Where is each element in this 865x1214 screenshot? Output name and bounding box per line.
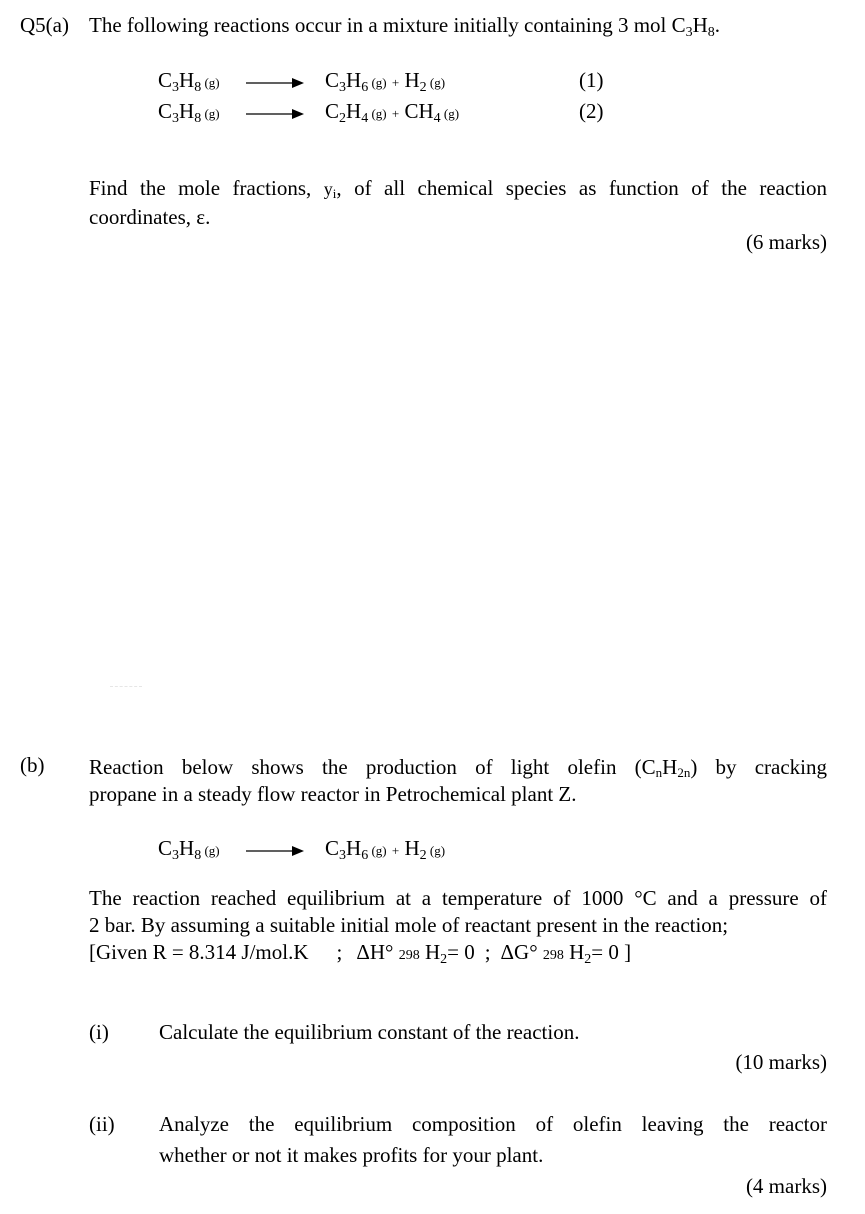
q5b-given: [Given R = 8.314 J/mol.K ; ΔH° 298 $H_2= 0$ ; ΔG° 298 $H_2= 0$ ] [89, 940, 632, 967]
right-arrow-icon [246, 107, 304, 121]
q5a-marks: (6 marks) [745, 230, 827, 254]
reaction-2-products: $C_2H_4$ $(g) + CH_4$ (g) [325, 99, 460, 126]
question-label-q5b: (b) [20, 753, 45, 777]
part-i-label: (i) [89, 1020, 109, 1044]
q5a-intro: The following reactions occur in a mixture initially containing 3 mol $C_3H_8$. [89, 13, 721, 40]
part-ii-text-line1: Analyze the equilibrium composition of olefin leaving the reactor [159, 1112, 827, 1136]
q5b-conditions-line2: 2 bar. By assuming a suitable initial mole of reactant present in the reaction; [89, 913, 729, 937]
reaction-b-products: $C_3H_6$ $(g) + H_2$ (g) [325, 836, 446, 863]
reaction-2-number: (2) [579, 99, 604, 123]
reaction-1-products: $C_3H_6$ $(g) + H_2$ (g) [325, 68, 446, 95]
q5b-conditions-line1: The reaction reached equilibrium at a temperature of 1000 °C and a pressure of [89, 886, 827, 910]
part-ii-label: (ii) [89, 1112, 115, 1136]
reaction-2-reactant: $C_3H_8$ (g) [158, 99, 220, 126]
question-label-q5a: Q5(a) [20, 13, 69, 37]
reaction-1-number: (1) [579, 68, 604, 92]
reaction-1-reactant: $C_3H_8$ (g) [158, 68, 220, 95]
q5b-intro-line1: Reaction below shows the production of light olefin $(C_nH_{2n})$ by cracking [89, 755, 827, 780]
reaction-b-reactant: $C_3H_8$ (g) [158, 836, 220, 863]
right-arrow-icon [246, 76, 304, 90]
q5a-question-line2: coordinates, ε. [89, 205, 211, 229]
part-i-text: Calculate the equilibrium constant of the reaction. [159, 1020, 580, 1044]
right-arrow-icon [246, 844, 304, 858]
part-i-marks: (10 marks) [735, 1050, 827, 1074]
q5a-question-line1: Find the mole fractions, yi, of all chemical species as function of the reaction [89, 176, 827, 201]
part-ii-marks: (4 marks) [745, 1174, 827, 1198]
faint-mark [110, 686, 142, 687]
part-ii-text-line2: whether or not it makes profits for your plant. [159, 1143, 544, 1167]
q5b-intro-line2: propane in a steady flow reactor in Petrochemical plant Z. [89, 782, 577, 806]
